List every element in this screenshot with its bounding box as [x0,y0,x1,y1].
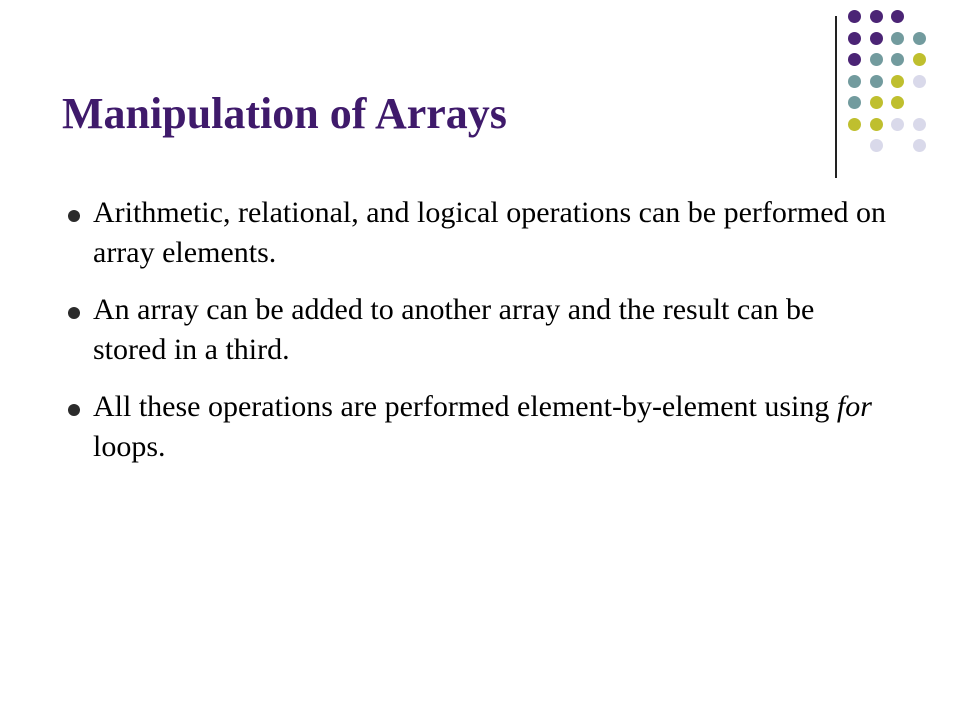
decorative-dot-teal [848,75,861,88]
bullet-text-post: loops. [93,430,166,463]
decorative-dot-teal [848,96,861,109]
slide-title: Manipulation of Arrays [62,89,507,138]
decorative-dot-lavender [913,75,926,88]
decorative-dot-purple [891,10,904,23]
decorative-dot-purple [870,32,883,45]
bullet-list [68,193,888,484]
decorative-dot-lavender [891,118,904,131]
decorative-dot-yellow [913,53,926,66]
vertical-divider-line [835,16,837,178]
decorative-dot-purple [848,10,861,23]
bullet-dot-icon [68,404,80,416]
decorative-dot-lavender [913,118,926,131]
decorative-dot-teal [891,53,904,66]
bullet-text: Arithmetic, relational, and logical operations can be performed on array elements. [93,196,887,269]
bullet-item-element-by-element [68,387,888,467]
decorative-dot-purple [848,32,861,45]
decorative-dot-yellow [891,75,904,88]
decorative-dot-lavender [870,139,883,152]
decorative-dot-yellow [891,96,904,109]
decorative-dot-teal [870,75,883,88]
decorative-dot-purple [848,53,861,66]
decorative-dot-grid [848,10,938,160]
decorative-dot-purple [870,10,883,23]
bullet-text-pre: All these operations are performed element-by-element using [93,390,837,423]
decorative-dot-lavender [913,139,926,152]
bullet-item-arithmetic [68,193,888,273]
decorative-dot-yellow [870,118,883,131]
decorative-dot-teal [913,32,926,45]
bullet-dot-icon [68,307,80,319]
decorative-dot-teal [891,32,904,45]
decorative-dot-teal [870,53,883,66]
decorative-dot-yellow [848,118,861,131]
decorative-dot-yellow [870,96,883,109]
bullet-item-array-addition [68,290,888,370]
bullet-text: An array can be added to another array and the result can be stored in a third. [93,293,815,366]
bullet-dot-icon [68,210,80,222]
bullet-text-emphasis: for [836,390,872,423]
